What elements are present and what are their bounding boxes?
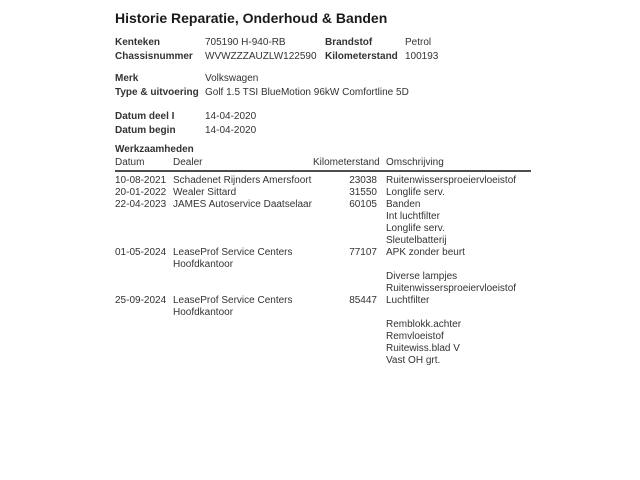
datum-deel-label: Datum deel I — [115, 111, 175, 122]
column-header-dealer: Dealer — [173, 157, 203, 168]
merk-row — [115, 72, 531, 86]
chassisnummer-value: WVWZZZAUZLW122590 — [205, 50, 317, 62]
cell-datum: 25-09-2024 — [115, 295, 167, 306]
cell-kilometerstand: 85447 — [349, 295, 377, 306]
column-header-omschrijving: Omschrijving — [386, 157, 444, 168]
table-row — [115, 175, 531, 187]
datum-deel-value: 14-04-2020 — [205, 111, 257, 122]
type-label: Type & uitvoering — [115, 86, 199, 98]
registration-dates-section — [115, 110, 531, 137]
type-value: Golf 1.5 TSI BlueMotion 96kW Comfortline 5D — [205, 86, 409, 98]
table-row — [115, 295, 531, 367]
brandstof-label: Brandstof — [325, 37, 373, 48]
cell-datum: 20-01-2022 — [115, 187, 167, 198]
datum-begin-row — [115, 124, 531, 138]
column-header-kilometerstand: Kilometerstand — [313, 157, 380, 168]
cell-omschrijving: Banden Int luchtfilter Longlife serv. Sleutelbatterij — [386, 199, 447, 246]
cell-datum: 22-04-2023 — [115, 199, 167, 210]
table-row — [115, 247, 531, 295]
type-row — [115, 86, 531, 100]
column-header-datum: Datum — [115, 157, 145, 168]
datum-deel-row — [115, 110, 531, 124]
cell-dealer: LeaseProf Service Centers Hoofdkantoor — [173, 295, 293, 318]
cell-kilometerstand: 23038 — [349, 175, 377, 186]
chassisnummer-label: Chassisnummer — [115, 50, 193, 62]
brandstof-value: Petrol — [405, 37, 432, 48]
vehicle-model-section — [115, 72, 531, 99]
vehicle-identity-section — [115, 36, 531, 63]
kenteken-value: 705190 H-940-RB — [205, 37, 286, 48]
table-header-row — [115, 157, 531, 172]
datum-begin-value: 14-04-2020 — [205, 124, 257, 136]
cell-kilometerstand: 60105 — [349, 199, 377, 210]
kilometerstand-value: 100193 — [405, 50, 439, 62]
werkzaamheden-table — [115, 157, 531, 367]
merk-label: Merk — [115, 73, 139, 84]
cell-kilometerstand: 31550 — [349, 187, 377, 198]
page-title: Historie Reparatie, Onderhoud & Banden — [115, 10, 388, 26]
cell-dealer: JAMES Autoservice Daatselaar — [173, 199, 312, 210]
cell-dealer: Wealer Sittard — [173, 187, 237, 198]
cell-kilometerstand: 77107 — [349, 247, 377, 258]
cell-omschrijving: Ruitenwissersproeiervloeistof — [386, 175, 517, 186]
cell-omschrijving: Longlife serv. — [386, 187, 445, 198]
cell-omschrijving: APK zonder beurt Diverse lampjes Ruitenwissersproeiervloeistof — [386, 247, 517, 294]
merk-value: Volkswagen — [205, 73, 259, 84]
kenteken-row — [115, 36, 531, 50]
cell-dealer: Schadenet Rijnders Amersfoort — [173, 175, 312, 186]
table-body — [115, 172, 531, 367]
werkzaamheden-section-title: Werkzaamheden — [115, 144, 194, 155]
chassisnummer-row — [115, 50, 531, 64]
cell-datum: 01-05-2024 — [115, 247, 167, 258]
kenteken-label: Kenteken — [115, 37, 161, 48]
datum-begin-label: Datum begin — [115, 124, 176, 136]
table-row — [115, 187, 531, 199]
table-row — [115, 199, 531, 247]
cell-datum: 10-08-2021 — [115, 175, 167, 186]
kilometerstand-label: Kilometerstand — [325, 50, 398, 62]
cell-omschrijving: Luchtfilter Remblokk.achter Remvloeistof Ruitewiss.blad V Vast OH grt. — [386, 295, 462, 366]
cell-dealer: LeaseProf Service Centers Hoofdkantoor — [173, 247, 293, 270]
